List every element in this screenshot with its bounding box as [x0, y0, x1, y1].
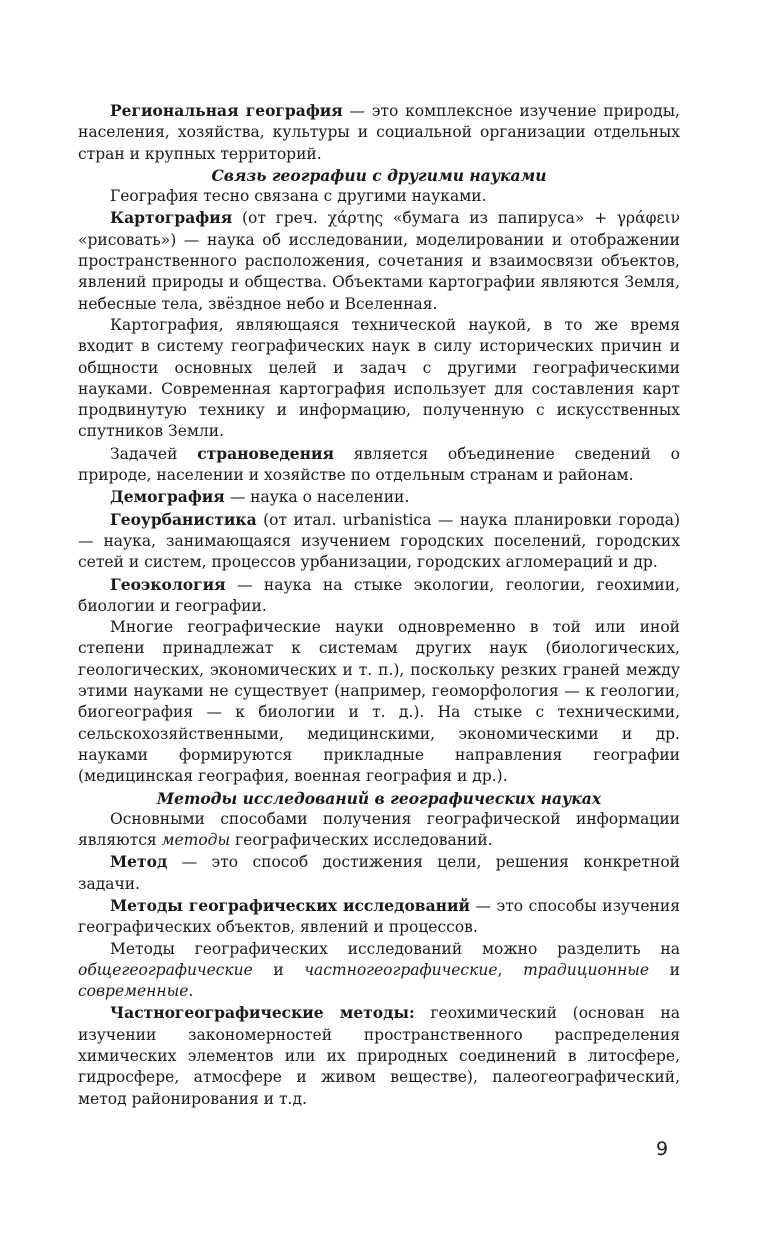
page-text — [78, 100, 680, 1110]
paragraph — [78, 851, 680, 895]
term-bold: страноведения — [197, 443, 334, 463]
paragraph — [78, 486, 680, 508]
term-bold: Частногеографические методы: — [110, 1003, 415, 1023]
text-run: Основными способами получения географической информации являются — [78, 809, 680, 850]
page-number: 9 — [656, 1138, 669, 1160]
paragraph — [78, 1002, 680, 1109]
term-italic: общегеографические — [78, 960, 253, 979]
text-run: — это способы изучения географических объектов, явлений и процессов. — [78, 896, 681, 937]
term-bold: Метод — [110, 852, 168, 872]
text-run: является объединение сведений о природе, населении и хозяйстве по отдельным странам и районам. — [78, 444, 680, 485]
term-italic: традиционные — [523, 960, 650, 979]
text-run: геохимический (основан на изучении закономерностей пространственного распределения химических элементов или их природных соединений в литосфере, гидросфере, атмосфере и живом веществе), палеогеографический, метод районирования и т.д. — [78, 1004, 680, 1108]
term-italic: современные — [78, 982, 189, 1001]
text-run: (от греч. χάρτης «бумага из папируса» + γράφειν «рисовать») — наука об исследовании, моделировании и отображении пространственного расположения, сочетания и взаимосвязи объектов, явлений природы и общества. Объектами картографии являются Земля, небесные тела, звёздное небо и Вселенная. — [78, 209, 680, 313]
text-run: Многие географические науки одновременно в той или иной степени принадлежат к системам других наук (биологических, геологических, экономических и т. п.), поскольку резких граней между этими науками не существует (например, геоморфология — к геологии, биогеография — к биологии и т. д.). На стыке с техническими, сельскохозяйственными, медицинскими, экономическими и др. науками формируются прикладные направления географии (медицинская география, военная география и др.). — [78, 618, 680, 786]
paragraph — [78, 617, 680, 787]
paragraph — [78, 100, 680, 165]
term-italic: методы — [161, 831, 231, 850]
paragraph — [78, 443, 680, 487]
text-run: — это комплексное изучение природы, населения, хозяйства, культуры и социальной организации отдельных стран и крупных территорий. — [78, 102, 680, 163]
text-run: География тесно связана с другими науками. — [110, 187, 487, 206]
text-run: Методы географических исследований можно разделить на — [110, 939, 680, 958]
section-heading: Связь географии с другими науками — [211, 165, 547, 185]
text-run: и — [649, 960, 680, 979]
text-run: Задачей — [110, 444, 198, 463]
paragraph — [78, 207, 680, 314]
term-bold: Региональная география — [110, 101, 343, 120]
paragraph — [78, 186, 680, 207]
term-bold: Демография — [110, 487, 225, 507]
term-bold: Методы географических исследований — [110, 895, 470, 915]
paragraph — [78, 895, 680, 939]
term-italic: частногеографические — [304, 960, 498, 979]
term-bold: Геоурбанистика — [110, 509, 257, 529]
text-run: — наука на стыке экологии, геологии, геохимии, биологии и географии. — [78, 575, 680, 615]
text-run: географических исследований. — [230, 831, 493, 850]
paragraph — [78, 315, 680, 443]
text-run: — наука о населении. — [224, 488, 410, 507]
text-run: . — [188, 982, 194, 1001]
text-run: и — [252, 960, 305, 979]
paragraph — [78, 509, 680, 574]
text-run: (от итал. urbanistica — наука планировки города) — наука, занимающаяся изучением городских поселений, городских сетей и систем, процессов урбанизации, городских агломераций и др. — [78, 510, 680, 572]
term-bold: Картография — [110, 208, 233, 228]
term-bold: Геоэкология — [110, 574, 226, 594]
paragraph — [78, 574, 680, 618]
text-run: — это способ достижения цели, решения конкретной задачи. — [78, 853, 680, 893]
paragraph — [78, 809, 680, 852]
text-run: , — [497, 960, 524, 979]
paragraph — [78, 939, 680, 1003]
text-run: Картография, являющаяся технической наукой, в то же время входит в систему географических наук в силу исторических причин и общности основных целей и задач с другими географическими науками. Современная картография использует для составления карт продвинутую технику и информацию, полученную с искусственных спутников Земли. — [78, 315, 680, 441]
section-heading: Методы исследований в географических науках — [156, 788, 602, 808]
